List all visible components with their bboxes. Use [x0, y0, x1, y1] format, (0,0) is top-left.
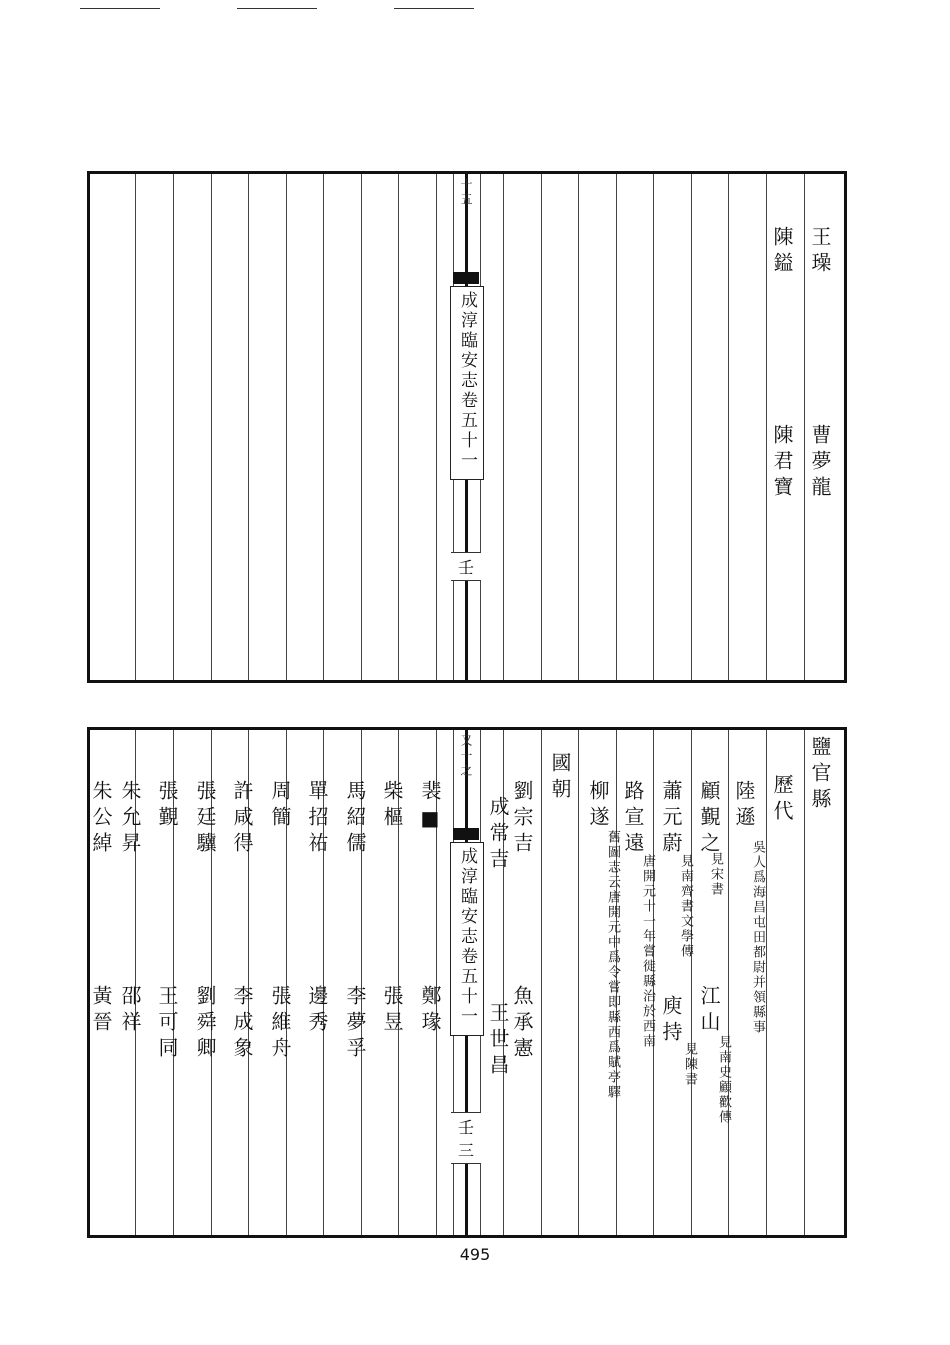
official-name: 江山 — [697, 985, 721, 1037]
upper-page-frame — [87, 171, 847, 683]
official-name: 劉宗吉 — [510, 780, 534, 858]
lower-page-frame — [87, 727, 847, 1238]
official-name: 庾持 — [659, 995, 683, 1047]
top-rule-mark — [237, 8, 317, 9]
annotation: 見南史顧歡傳 — [716, 1035, 731, 1125]
official-name: 路宣遠 — [621, 780, 645, 858]
subsection-heading: 國朝 — [548, 752, 572, 804]
handwritten-folio-mark: 十五 — [459, 178, 473, 208]
subsection-heading: 歷代 — [770, 774, 794, 826]
official-name: 馬紹儒 — [343, 780, 367, 858]
official-name: 裴■ — [418, 780, 442, 836]
official-name: 李成象 — [230, 985, 254, 1063]
annotation: 吳人爲海昌屯田都尉并領縣事 — [750, 840, 765, 1035]
official-name: 魚承憲 — [510, 985, 534, 1063]
top-rule-mark — [394, 8, 474, 9]
official-name: 朱允昇 — [118, 780, 142, 858]
book-title: 成淳臨安志卷五十一 — [457, 291, 477, 471]
official-name: 柴樞 — [380, 780, 404, 832]
book-spine-band — [453, 730, 481, 1235]
folio-number: 壬三 — [451, 1112, 481, 1164]
official-name: 王可同 — [155, 985, 179, 1063]
official-name: 許咸得 — [230, 780, 254, 858]
folio-number: 壬 — [451, 552, 481, 581]
official-name: 劉舜卿 — [193, 985, 217, 1063]
annotation: 見南齊書文學傳 — [678, 854, 693, 959]
annotation: 見陳書 — [682, 1042, 697, 1087]
official-name: 蕭元蔚 — [659, 780, 683, 858]
book-spine-band — [453, 174, 481, 680]
official-name: 李夢孚 — [343, 985, 367, 1063]
official-name: 張廷驥 — [193, 780, 217, 858]
official-name: 周簡 — [268, 780, 292, 832]
book-title-box — [450, 286, 484, 480]
official-name: 黃晉 — [89, 985, 113, 1037]
official-name: 成常吉 — [486, 796, 510, 874]
official-name: 陳鎰 — [770, 226, 794, 278]
official-name: 張昱 — [380, 985, 404, 1037]
official-name: 曹夢龍 — [808, 424, 832, 502]
official-name: 顧覲之 — [697, 780, 721, 858]
official-name: 張維舟 — [268, 985, 292, 1063]
official-name: 張覲 — [155, 780, 179, 832]
official-name: 王璪 — [808, 226, 832, 278]
section-heading: 鹽官縣 — [808, 736, 832, 814]
annotation: 唐開元十一年嘗徙縣治於西南 — [640, 854, 655, 1049]
official-name: 王世昌 — [486, 1002, 510, 1080]
book-title: 成淳臨安志卷五十一 — [457, 847, 477, 1027]
official-name: 單招祐 — [305, 780, 329, 858]
annotation: 見宋書 — [708, 852, 723, 897]
official-name: 陸遜 — [732, 780, 756, 832]
official-name: 柳遂 — [586, 780, 610, 832]
official-name: 鄭瑑 — [418, 985, 442, 1037]
top-rule-mark — [80, 8, 160, 9]
official-name: 陳君寶 — [770, 424, 794, 502]
annotation: 舊圖志云唐開元中爲令嘗即縣西爲賦亭驛 — [605, 830, 620, 1100]
official-name: 邊秀 — [305, 985, 329, 1037]
printed-page-number: 495 — [459, 1245, 491, 1264]
official-name: 邵祥 — [118, 985, 142, 1037]
official-name: 朱公綽 — [89, 780, 113, 858]
handwritten-folio-mark: 又一之 — [459, 734, 473, 779]
book-title-box — [450, 842, 484, 1036]
